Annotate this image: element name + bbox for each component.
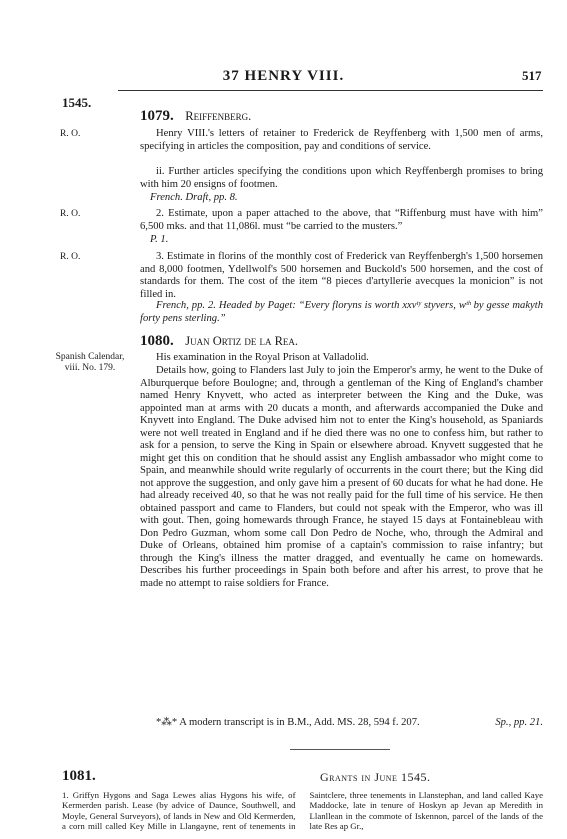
margin-ro-2: R. O. [60, 209, 81, 219]
entry-1079-note3: French, pp. 2. Headed by Paget: “Every floryns is worth xxvᵗʸ styvers, wᵗʰ by gesse makyth forty pens sterling.” [140, 300, 543, 324]
entry-1079-p3: 2. Estimate, upon a paper attached to the above, that “Riffenburg must have with him” 6,500 mks. and that 11,086l. must “be carried to the musters.” [140, 208, 543, 232]
entry-1081-title: Grants in June 1545. [320, 770, 431, 784]
entry-1079-note1: French. Draft, pp. 8. [150, 192, 238, 203]
running-header-title: 37 HENRY VIII. [222, 68, 345, 84]
spanish-calendar-note: Spanish Calendar, viii. No. 179. [55, 352, 125, 373]
entry-1079-note2: P. 1. [150, 234, 169, 245]
entry-1080-p1: His examination in the Royal Prison at Valladolid. [156, 352, 369, 363]
entry-name: Juan Ortiz de la Rea. [185, 334, 299, 348]
entry-1080-p3: *⁂* A modern transcript is in B.M., Add. MS. 28, 594 f. 207. [156, 717, 420, 728]
margin-year: 1545. [62, 95, 92, 110]
entry-1080-p2: Details how, going to Flanders last July to join the Emperor's army, he went to the Duke of Alburquerque before Boulogne; and, through a gentleman of the King of England's chamber named Henry Knyvett, who acted as interpreter between the King and the Duke, was appointed man at arms with 20 ducats a month, and afterwards accompanied the Duke and Knyvett into England. The Duke advised him not to enter the King's household, as Spaniards were not well treated in England and if he died there was no one to confess him, but rather to ask for a pension, to serve the King in Spain or elsewhere abroad. Knyvett suggested that he might get this on condition that he should assist any English ambassador who might come to Spain, and meanwhile should write regularly of occurrents in the court there; but the King did not approve the suggestion, and only gave him a present of 60 ducats for what he had done. He had already received 40, so that he was not really paid for the full time of his service. He then obtained passport and came to Flanders, but could not speak with the Emperor, who was ill with gout. Then, going homewards through France, he stayed 15 days at Fontainebleau with Don Pedro Guzman, whom some call Don Pedro de Noche, who, through the Admiral and Duke of Orleans, obtained him promise of a captain's commission to raise infantry; but through the King's illness the matter dragged, and eventually he came on homewards. Describes his further proceedings in Spain both before and after his arrest, to prove that he made no attempt to raise soldiers for France. [140, 365, 543, 589]
entry-1080-heading [140, 333, 298, 350]
entry-1079-p1: Henry VIII.'s letters of retainer to Frederick de Reyffenberg with 1,500 men of arms, specifying in articles the composition, pay and conditions of service. [140, 128, 543, 152]
entry-1081-number: 1081. [62, 768, 96, 784]
entry-1080-ref: Sp., pp. 21. [495, 717, 543, 728]
entry-name: Reiffenberg. [185, 109, 252, 123]
header-rule [118, 90, 543, 91]
entry-number: 1080. [140, 333, 174, 349]
section-rule [290, 749, 390, 750]
margin-ro-3: R. O. [60, 252, 81, 262]
entry-1079-p2: ii. Further articles specifying the conditions upon which Reyffenbergh promises to bring with him 20 ensigns of footmen. [140, 166, 543, 190]
entry-1079-p4: 3. Estimate in florins of the monthly cost of Frederick van Reyffenbergh's 1,500 horsemen and 8,000 footmen, Ydellwolf's 500 horsemen and Buckold's 500 horsemen, and the cost of standards for them. The cost of the item “8 pieces d'artyllerie avecques la monicion” is not filled in. [140, 251, 543, 300]
page-number: 517 [522, 68, 542, 83]
entry-1081-body: 1. Griffyn Hygons and Saga Lewes alias Hygons his wife, of Kermerden parish. Lease (by advice of Daunce, Southwell, and Moyle, General Surveyors), of lands in New and Old Kermerden, a corn mill called Key Mille in Llangayne, rent of tenements in Saintclere, three tenements in Llanstephan, and land called Kaye Maddocke, late in tenure of Hoskyn ap Jevan ap Meredith in Llanllean in the commote of Iskennon, parcel of the lands of the late Res ap Gr., [62, 790, 543, 832]
margin-ro-1: R. O. [60, 129, 81, 139]
entry-number: 1079. [140, 108, 174, 124]
entry-1079-heading [140, 108, 251, 125]
